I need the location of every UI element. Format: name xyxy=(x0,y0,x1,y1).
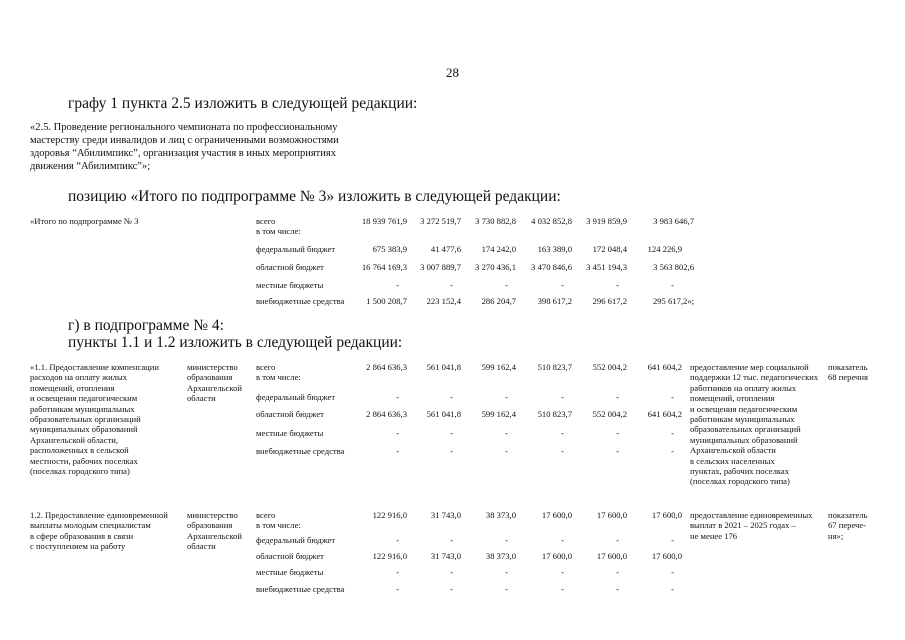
budget-source-label: внебюджетные средства xyxy=(256,584,345,594)
funding-value-cell: 174 242,0 xyxy=(481,244,516,254)
executor-line: Архангельской xyxy=(187,382,242,393)
funding-value-cell: 17 600,0 xyxy=(651,551,682,561)
funding-value-cell: - xyxy=(616,392,619,402)
quote-line: здоровья “Абилимпикс”, организация участия в иных мероприятиях xyxy=(30,148,336,159)
funding-value-cell: 3 919 859,9 xyxy=(586,216,627,226)
funding-value-cell: 31 743,0 xyxy=(430,510,461,520)
funding-value-cell: 172 048,4 xyxy=(592,244,627,254)
expected-result-line: не менее 176 xyxy=(690,530,738,541)
funding-value-cell: 3 007 889,7 xyxy=(420,262,461,272)
funding-value-cell: 599 162,4 xyxy=(481,362,516,372)
executor-line: области xyxy=(187,393,216,404)
budget-source-sublabel: в том числе: xyxy=(256,372,301,382)
executor xyxy=(187,362,242,404)
funding-value-cell: 552 004,2 xyxy=(592,362,627,372)
funding-value-cell: 675 383,9 xyxy=(372,244,407,254)
executor-line: министерство xyxy=(187,510,238,520)
funding-value-cell: 163 389,0 xyxy=(537,244,572,254)
funding-value-cell: - xyxy=(450,567,453,577)
indicator xyxy=(828,362,868,383)
funding-value-cell: - xyxy=(450,446,453,456)
item-name-line: образовательных организаций xyxy=(30,414,141,425)
funding-value-cell: - xyxy=(671,535,674,545)
funding-value-cell: - xyxy=(396,280,399,290)
item-name xyxy=(30,362,159,476)
funding-value-cell: - xyxy=(671,584,674,594)
funding-value-cell: 31 743,0 xyxy=(430,551,461,561)
funding-value-cell: - xyxy=(505,446,508,456)
funding-value-cell: 38 373,0 xyxy=(485,510,516,520)
funding-value-cell: 122 916,0 xyxy=(372,510,407,520)
funding-value-cell: 17 600,0 xyxy=(541,510,572,520)
budget-source-label: внебюджетные средства xyxy=(256,446,345,456)
quote-line: движения “Абилимпикс”»; xyxy=(30,161,151,172)
funding-value-cell: 2 864 636,3 xyxy=(366,362,407,372)
funding-value-cell: - xyxy=(505,280,508,290)
funding-value-cell: - xyxy=(616,567,619,577)
funding-value-cell: 17 600,0 xyxy=(596,551,627,561)
funding-value-cell: - xyxy=(561,584,564,594)
expected-result-line: Архангельской области xyxy=(690,445,776,456)
indicator xyxy=(828,510,868,541)
expected-result xyxy=(690,362,818,487)
funding-value-cell: - xyxy=(505,584,508,594)
item-name-line: работникам муниципальных xyxy=(30,403,135,414)
funding-value-cell: - xyxy=(671,392,674,402)
item-name-line: и освещения педагогическим xyxy=(30,393,138,404)
executor-line: области xyxy=(187,541,216,552)
indicator-line: 68 перечня xyxy=(828,372,868,383)
budget-source-label: местные бюджеты xyxy=(256,567,324,577)
budget-source-label: всего xyxy=(256,510,276,520)
funding-value-cell: - xyxy=(616,280,619,290)
quote-line: «2.5. Проведение регионального чемпионата по профессиональному xyxy=(30,122,338,133)
executor-line: образования xyxy=(187,520,233,531)
funding-value-cell: 398 617,2 xyxy=(537,296,572,306)
quoted-item-2-5 xyxy=(30,121,400,173)
budget-source-label: местные бюджеты xyxy=(256,280,324,290)
funding-value-cell: 16 764 169,3 xyxy=(361,262,407,272)
item-name-line: помещений, отопления xyxy=(30,382,115,393)
funding-value-cell: - xyxy=(505,428,508,438)
funding-value-cell: - xyxy=(450,280,453,290)
funding-value-cell: 510 823,7 xyxy=(537,409,572,419)
funding-value-cell: - xyxy=(450,584,453,594)
expected-result-line: в сельских населенных xyxy=(690,455,775,466)
budget-source-label: внебюджетные средства xyxy=(256,296,345,306)
item-name-line: расположенных в сельской xyxy=(30,445,129,456)
funding-value-cell: 599 162,4 xyxy=(481,409,516,419)
funding-value-cell: 124 226,9 xyxy=(647,244,682,254)
itogo-label: «Итого по подпрограмме № 3 xyxy=(30,216,139,226)
funding-value-cell: 3 563 802,6 xyxy=(653,262,694,272)
funding-value-cell: 41 477,6 xyxy=(430,244,461,254)
expected-result-line: выплат в 2021 – 2025 годах – xyxy=(690,520,796,531)
funding-value-cell: - xyxy=(616,535,619,545)
funding-value-cell: 3 451 194,3 xyxy=(586,262,627,272)
funding-value-cell: 552 004,2 xyxy=(592,409,627,419)
funding-value-cell: - xyxy=(671,428,674,438)
funding-value-cell: - xyxy=(561,535,564,545)
funding-value-cell: - xyxy=(505,392,508,402)
expected-result-line: поддержки 12 тыс. педагогических xyxy=(690,372,819,383)
funding-value-cell: 3 470 846,6 xyxy=(531,262,572,272)
expected-result-line: муниципальных образований xyxy=(690,434,798,445)
quote-line: мастерству среди инвалидов и лиц с ограниченными возможностями xyxy=(30,135,339,146)
funding-value-cell: 641 604,2 xyxy=(647,409,682,419)
budget-source-label: областной бюджет xyxy=(256,262,324,272)
instruction-heading-4: пункты 1.1 и 1.2 изложить в следующей редакции: xyxy=(68,334,403,351)
funding-value-cell: - xyxy=(561,280,564,290)
indicator-line: 67 перече- xyxy=(828,520,867,531)
expected-result-line: пунктах, рабочих поселках xyxy=(690,466,790,477)
funding-value-cell: 3 730 882,8 xyxy=(475,216,516,226)
funding-value-cell: 17 600,0 xyxy=(541,551,572,561)
budget-source-label: федеральный бюджет xyxy=(256,392,336,402)
funding-value-cell: 641 604,2 xyxy=(647,362,682,372)
indicator-line: показатель xyxy=(828,362,868,372)
funding-value-cell: - xyxy=(450,535,453,545)
budget-source-label: федеральный бюджет xyxy=(256,535,336,545)
item-name-line: в сфере образования в связи xyxy=(30,530,134,541)
funding-value-cell: - xyxy=(561,446,564,456)
indicator-line: ня»; xyxy=(828,530,844,541)
budget-source-label: всего xyxy=(256,362,276,372)
funding-value-cell: 561 041,8 xyxy=(426,409,461,419)
funding-value-cell: 286 204,7 xyxy=(481,296,516,306)
funding-value-cell: - xyxy=(450,428,453,438)
expected-result-line: (поселках городского типа) xyxy=(690,476,790,487)
funding-value-cell: - xyxy=(671,280,674,290)
funding-value-cell: - xyxy=(561,392,564,402)
item-name-line: расходов на оплату жилых xyxy=(30,372,128,383)
funding-value-cell: - xyxy=(616,446,619,456)
funding-value-cell: 3 270 436,1 xyxy=(475,262,516,272)
funding-value-cell: 17 600,0 xyxy=(651,510,682,520)
expected-result xyxy=(690,510,812,541)
expected-result-line: предоставление мер социальной xyxy=(690,362,809,372)
budget-source-label: областной бюджет xyxy=(256,551,324,561)
expected-result-line: и освещения педагогическим xyxy=(690,403,798,414)
funding-value-cell: - xyxy=(396,446,399,456)
funding-value-cell: - xyxy=(505,535,508,545)
funding-value-cell: - xyxy=(450,392,453,402)
item-name-line: «1.1. Предоставление компенсации xyxy=(30,362,159,372)
executor xyxy=(187,510,242,552)
funding-value-cell: - xyxy=(561,567,564,577)
funding-value-cell: - xyxy=(671,567,674,577)
funding-value-cell: 510 823,7 xyxy=(537,362,572,372)
funding-value-cell: - xyxy=(616,584,619,594)
funding-value-cell: 2 864 636,3 xyxy=(366,409,407,419)
funding-value-cell: - xyxy=(396,428,399,438)
budget-source-sublabel: в том числе: xyxy=(256,520,301,530)
budget-source-label: всего xyxy=(256,216,276,226)
budget-source-label: местные бюджеты xyxy=(256,428,324,438)
executor-line: образования xyxy=(187,372,233,383)
item-name-line: Архангельской области, xyxy=(30,434,119,445)
page-number: 28 xyxy=(446,65,459,80)
item-name-line: муниципальных образований xyxy=(30,424,138,435)
funding-value-cell: 295 617,2»; xyxy=(652,296,694,306)
instruction-heading-1: графу 1 пункта 2.5 изложить в следующей редакции: xyxy=(68,95,418,112)
funding-value-cell: - xyxy=(505,567,508,577)
item-name-line: 1.2. Предоставление единовременной xyxy=(30,510,168,520)
funding-value-cell: 561 041,8 xyxy=(426,362,461,372)
funding-value-cell: - xyxy=(561,428,564,438)
expected-result-line: работникам муниципальных xyxy=(690,414,795,425)
funding-value-cell: 1 500 208,7 xyxy=(366,296,407,306)
expected-result-line: помещений, отопления xyxy=(690,393,775,404)
indicator-line: показатель xyxy=(828,510,868,520)
funding-value-cell: - xyxy=(616,428,619,438)
item-name-line: с поступлением на работу xyxy=(30,541,126,552)
executor-line: министерство xyxy=(187,362,238,372)
funding-value-cell: 38 373,0 xyxy=(485,551,516,561)
funding-value-cell: 223 152,4 xyxy=(426,296,461,306)
funding-value-cell: - xyxy=(671,446,674,456)
funding-value-cell: - xyxy=(396,535,399,545)
funding-value-cell: - xyxy=(396,584,399,594)
funding-value-cell: 4 032 852,8 xyxy=(531,216,572,226)
item-name-line: выплаты молодым специалистам xyxy=(30,520,151,531)
expected-result-line: работников на оплату жилых xyxy=(690,382,797,393)
item-name xyxy=(30,510,168,552)
funding-value-cell: - xyxy=(396,392,399,402)
funding-value-cell: 3 983 646,7 xyxy=(653,216,694,226)
funding-value-cell: 18 939 761,9 xyxy=(361,216,407,226)
budget-source-label: федеральный бюджет xyxy=(256,244,336,254)
budget-source-sublabel: в том числе: xyxy=(256,226,301,236)
funding-value-cell: - xyxy=(396,567,399,577)
expected-result-line: образовательных организаций xyxy=(690,424,801,435)
budget-source-label: областной бюджет xyxy=(256,409,324,419)
funding-value-cell: 296 617,2 xyxy=(592,296,627,306)
funding-value-cell: 122 916,0 xyxy=(372,551,407,561)
item-name-line: (поселках городского типа) xyxy=(30,466,130,477)
expected-result-line: предоставление единовременных xyxy=(690,510,813,520)
funding-value-cell: 17 600,0 xyxy=(596,510,627,520)
instruction-heading-3: г) в подпрограмме № 4: xyxy=(68,317,224,334)
item-name-line: местности, рабочих поселках xyxy=(30,455,138,466)
executor-line: Архангельской xyxy=(187,530,242,541)
instruction-heading-2: позицию «Итого по подпрограмме № 3» изложить в следующей редакции: xyxy=(68,188,561,205)
funding-value-cell: 3 272 519,7 xyxy=(420,216,461,226)
